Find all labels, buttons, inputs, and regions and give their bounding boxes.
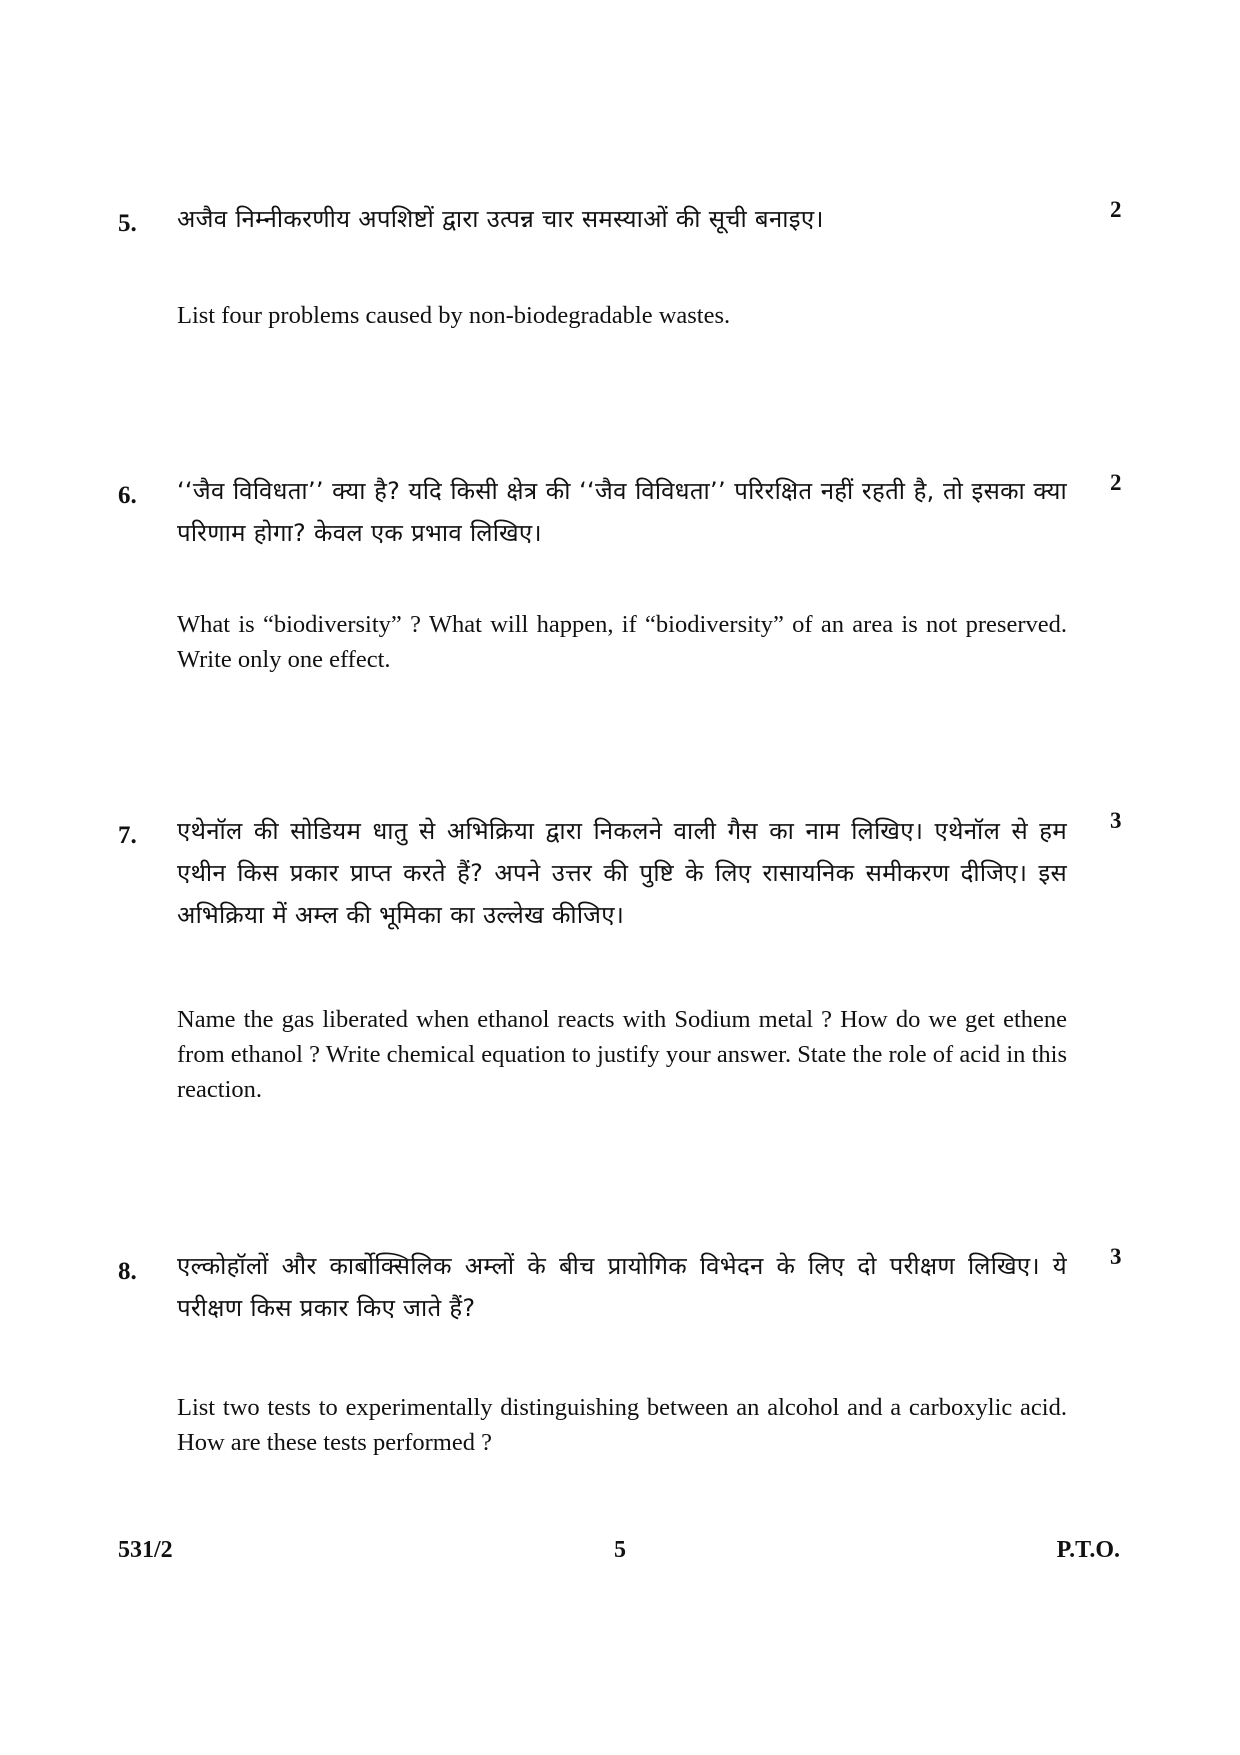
question-text-english: Name the gas liberated when ethanol reacts with Sodium metal ? How do we get ethene from ethanol ? Write chemical equation to justify your answer. State the role of acid in this reaction. bbox=[177, 1006, 1067, 1103]
question-marks: 3 bbox=[1110, 808, 1122, 833]
question-text-english: What is “biodiversity” ? What will happen, if “biodiversity” of an area is not preserved. Write only one effect. bbox=[177, 611, 1067, 673]
question-number: 8. bbox=[118, 1258, 137, 1285]
question-text-hindi: ‘‘जैव विविधता’’ क्या है? यदि किसी क्षेत्र की ‘‘जैव विविधता’’ परिरक्षित नहीं रहती है, तो इसका क्या परिणाम होगा? केवल एक प्रभाव लिखिए। bbox=[177, 477, 1067, 547]
question-marks: 3 bbox=[1110, 1244, 1122, 1269]
question-marks: 2 bbox=[1110, 470, 1122, 495]
question-text-hindi: अजैव निम्नीकरणीय अपशिष्टों द्वारा उत्पन्न चार समस्याओं की सूची बनाइए। bbox=[177, 205, 824, 233]
question-number: 7. bbox=[118, 822, 137, 849]
question-number: 6. bbox=[118, 482, 137, 509]
paper-code: 531/2 bbox=[118, 1537, 173, 1563]
question-text-english: List two tests to experimentally distinguishing between an alcohol and a carboxylic acid. How are these tests performed ? bbox=[177, 1394, 1067, 1456]
question-text-english: List four problems caused by non-biodegradable wastes. bbox=[177, 302, 731, 329]
question-marks: 2 bbox=[1110, 197, 1122, 222]
page-number: 5 bbox=[614, 1537, 626, 1563]
question-text-hindi: एल्कोहॉलों और कार्बोक्सिलिक अम्लों के बीच प्रायोगिक विभेदन के लिए दो परीक्षण लिखिए। ये परीक्षण किस प्रकार किए जाते हैं? bbox=[177, 1252, 1067, 1322]
question-text-hindi: एथेनॉल की सोडियम धातु से अभिक्रिया द्वारा निकलने वाली गैस का नाम लिखिए। एथेनॉल से हम एथीन किस प्रकार प्राप्त करते हैं? अपने उत्तर की पुष्टि के लिए रासायनिक समीकरण दीजिए। इस अभिक्रिया में अम्ल की भूमिका का उल्लेख कीजिए। bbox=[177, 817, 1067, 929]
question-number: 5. bbox=[118, 210, 137, 237]
pto-label: P.T.O. bbox=[1056, 1537, 1120, 1563]
